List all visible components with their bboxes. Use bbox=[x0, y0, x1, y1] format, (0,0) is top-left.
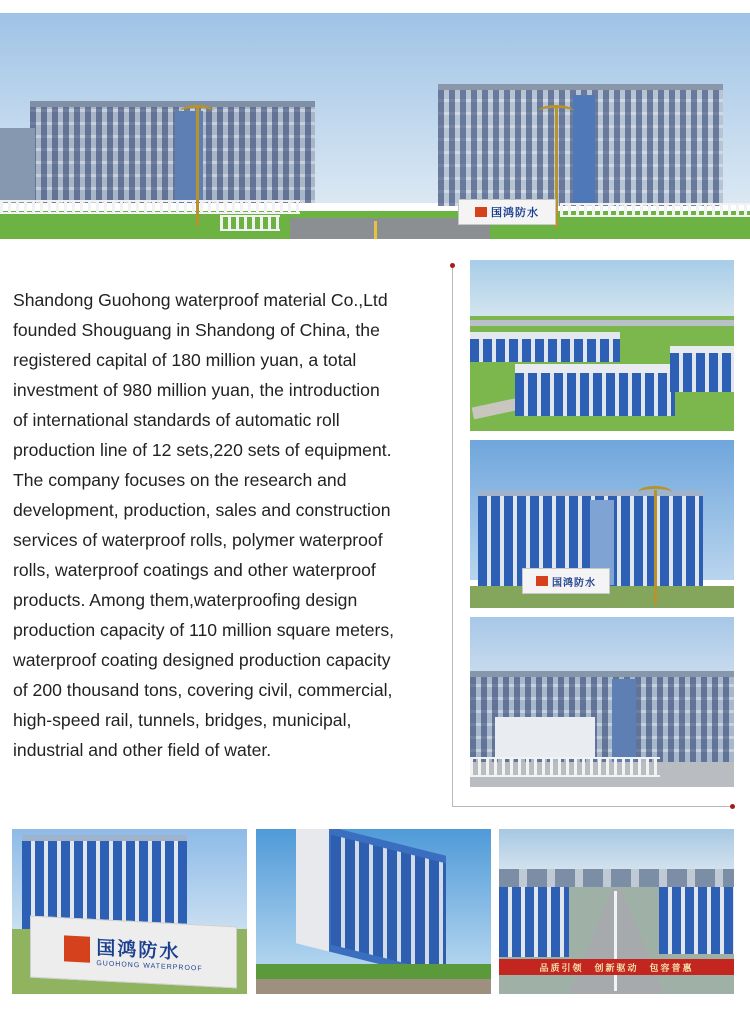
frame-vertical-line bbox=[452, 268, 453, 806]
aerial-campus-photo bbox=[470, 260, 734, 431]
brand-sign-photo bbox=[12, 829, 247, 994]
brand-sign bbox=[458, 199, 556, 225]
grey-office-photo bbox=[470, 617, 734, 787]
brand-logo-icon bbox=[475, 207, 487, 217]
brand-logo-icon-2 bbox=[536, 576, 548, 586]
frame-dot-bottom bbox=[730, 804, 735, 809]
slogan-text: 品质引领 创新驱动 包容普惠 bbox=[539, 962, 694, 973]
company-description: Shandong Guohong waterproof material Co.,Ltd founded Shouguang in Shandong of China, the registered capital of 180 million yuan, a total investment of 980 million yuan, the introduction of international standards of automatic roll production line of 12 sets,220 sets of equipment. The company focuses on the research and development, production, sales and construction services of waterproof rolls, polymer waterproof rolls, waterproof coatings and other waterproof products. Among them,waterproofing design production capacity of 110 million square meters, waterproof coating designed production capacity of 200 thousand tons, covering civil, commercial, high-speed rail, tunnels, bridges, municipal, industrial and other field of water. bbox=[13, 290, 395, 760]
brand-logo-icon-3 bbox=[64, 935, 90, 962]
brand-sign-2 bbox=[522, 568, 610, 594]
frame-horizontal-line bbox=[452, 806, 732, 807]
brand-sign-text: 国鸿防水 bbox=[491, 207, 539, 219]
monument-name-en: GUOHONG WATERPROOF bbox=[96, 960, 203, 973]
hero-photo-factory-gate bbox=[0, 13, 750, 239]
aerial-road-photo bbox=[499, 829, 734, 994]
brand-monument-sign bbox=[30, 916, 237, 989]
left-office-building bbox=[30, 105, 315, 203]
blue-office-photo bbox=[470, 440, 734, 608]
brand-sign-text-2: 国鸿防水 bbox=[552, 577, 596, 589]
slogan-banner bbox=[499, 959, 734, 975]
monument-name-cn: 国鸿防水 bbox=[96, 938, 181, 964]
tall-building-photo bbox=[256, 829, 491, 994]
